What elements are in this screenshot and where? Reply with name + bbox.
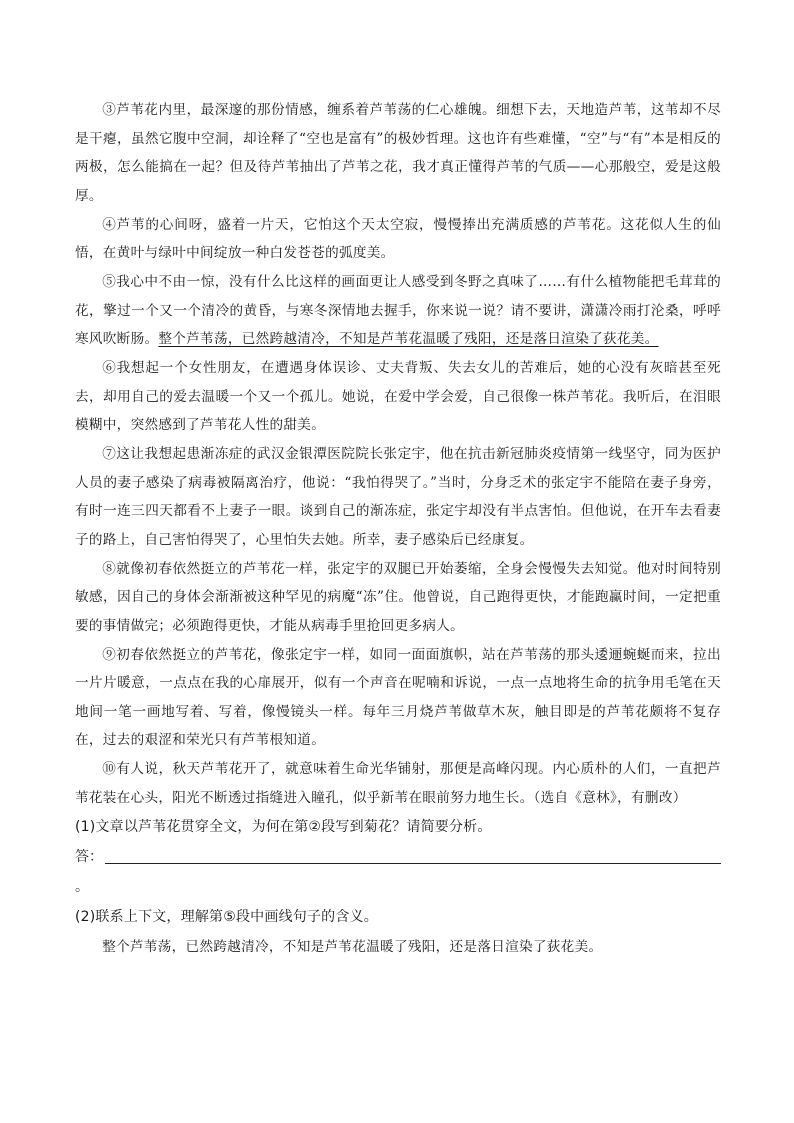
answer-label: 答：	[75, 849, 103, 865]
paragraph-7: ⑦这让我想起患渐冻症的武汉金银潭医院院长张定宇，他在抗击新冠肺炎疫情第一线坚守，同为医护人员的妻子感染了病毒被隔离治疗，他说：“我怕得哭了。”当时，分身乏术的张定宇不能陪在妻子身旁，有时一连三四天都看不上妻子一眼。谈到自己的渐冻症，张定宇却没有半点害怕。但他说，在开车去看妻子的路上，自己害怕得哭了，心里怕失去她。所幸，妻子感染后已经康复。	[75, 446, 721, 548]
underlined-sentence: 整个芦苇荡，已然跨越清冷，不知是芦苇花温暖了残阳，还是落日渲染了荻花美。	[158, 331, 659, 347]
question-1: (1)文章以芦苇花贯穿全文，为何在第②段写到菊花？请简要分析。	[75, 819, 492, 835]
paragraph-3: ③芦苇花内里，最深邃的那份情感，缠系着芦苇荡的仁心雄魄。细想下去，天地造芦苇，这苇却不尽是干瘪，虽然它腹中空洞，却诠释了“空也是富有”的极妙哲理。这也许有些难懂，“空”与“有”本是相反的两极，怎么能搞在一起？但及待芦苇抽出了芦苇之花，我才真正懂得芦苇的气质——心那般空，爱是这般厚。	[75, 102, 721, 204]
paragraph-10: ⑩有人说，秋天芦苇花开了，就意味着生命光华铺射，那便是高峰闪现。内心质朴的人们，一直把芦苇花装在心头，阳光不断透过指缝进入瞳孔，似乎新苇在眼前努力地生长。（选自《意林》，有删改）	[75, 761, 721, 806]
answer-end-period: 。	[75, 879, 89, 895]
question-2-quoted-sentence: 整个芦苇荡，已然跨越清冷，不知是芦苇花温暖了残阳，还是落日渲染了荻花美。	[102, 939, 603, 955]
paragraph-8: ⑧就像初春依然挺立的芦苇花一样，张定宇的双腿已开始萎缩，全身会慢慢失去知觉。他对时间特别敏感，因自己的身体会渐渐被这种罕见的病魔“冻”住。他曾说，自己跑得更快，才能跑赢时间，一定把重要的事情做完；必须跑得更快，才能从病毒手里抢回更多病人。	[75, 560, 721, 634]
question-2: (2)联系上下文，理解第⑤段中画线句子的含义。	[75, 909, 378, 925]
answer-row-1	[75, 842, 721, 872]
paragraph-9: ⑨初春依然挺立的芦苇花，像张定宇一样，如同一面面旗帜，站在芦苇荡的那头逶逦蜿蜒而来，拉出一片片暖意，一点点在我的心扉展开，似有一个声音在呢喃和诉说，一点一点地将生命的抗争用毛笔在天地间一笔一画地写着、写着，像慢镜头一样。每年三月烧芦苇做草木灰，触目即是的芦苇花颇将不复存在，过去的艰涩和荣光只有芦苇根知道。	[75, 646, 721, 748]
paragraph-4: ④芦苇的心间呀，盛着一片天，它怕这个天太空寂，慢慢捧出充满质感的芦苇花。这花似人生的仙悟，在黄叶与绿叶中间绽放一种白发苍苍的弧度美。	[75, 216, 721, 261]
answer-blank-line[interactable]	[105, 862, 721, 864]
paragraph-5-text: ⑤我心中不由一惊，没有什么比这样的画面更让人感受到冬野之真味了……有什么植物能把毛茸茸的花，擎过一个又一个清冷的黄昏，与寒冬深情地去握手，你来说一说？请不要讲，潇潇冷雨打沦桑，呼呼寒风吹断肠。	[75, 274, 721, 347]
paragraph-5	[75, 268, 721, 354]
paragraph-6: ⑥我想起一个女性朋友，在遭遇身体误诊、丈夫背叛、失去女儿的苦难后，她的心没有灰暗甚至死去，却用自己的爱去温暖一个又一个孤儿。她说，在爱中学会爱，自己很像一株芦苇花。我听后，在泪眼模糊中，突然感到了芦苇花人性的甜美。	[75, 360, 721, 433]
article-body	[75, 96, 721, 962]
